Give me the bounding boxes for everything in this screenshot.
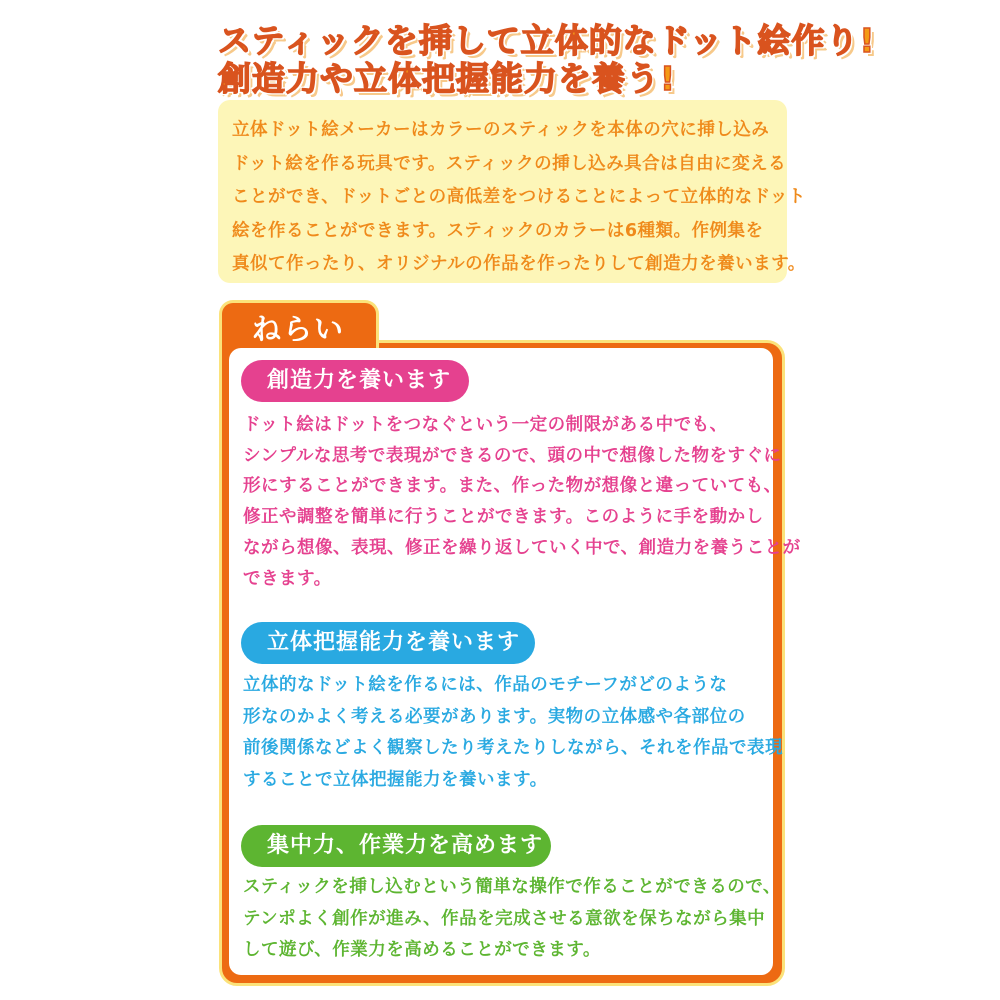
section-title-spatial: 立体把握能力を養います: [241, 622, 535, 664]
intro-text-line: ドット絵を作る玩具です。スティックの挿し込み具合は自由に変える: [232, 153, 787, 174]
intro-box: [218, 100, 806, 283]
section-text-line: シンプルな思考で表現ができるので、頭の中で想像した物をすぐに: [243, 445, 782, 466]
section-body-creativity: [243, 410, 801, 594]
intro-text-line: 真似て作ったり、オリジナルの作品を作ったりして創造力を養います。: [232, 254, 806, 274]
headline-line-1: スティックを挿して立体的なドット絵作り!: [218, 21, 876, 60]
section-text-line: 立体的なドット絵を作るには、作品のモチーフがどのような: [243, 675, 728, 695]
section-title-focus: 集中力、作業力を高めます: [241, 825, 551, 867]
headline-line-2: 創造力や立体把握能力を養う!: [218, 59, 677, 98]
section-text-line: できます。: [243, 568, 332, 589]
intro-text-line: 絵を作ることができます。スティックのカラーは6種類。作例集を: [232, 220, 764, 241]
section-text-line: 形にすることができます。また、作った物が想像と違っていても、: [243, 476, 782, 497]
aims-tab-title: ねらい: [252, 312, 346, 346]
intro-text-line: 立体ドット絵メーカーはカラーのスティックを本体の穴に挿し込み: [232, 120, 770, 140]
section-text-line: して遊び、作業力を高めることができます。: [243, 940, 601, 960]
section-text-line: スティックを挿し込むという簡単な操作で作ることができるので、: [243, 877, 781, 897]
section-text-line: 前後関係などよく観察したり考えたりしながら、それを作品で表現: [243, 738, 783, 758]
section-text-line: 形なのかよく考える必要があります。実物の立体感や各部位の: [243, 706, 746, 727]
section-body-spatial: [243, 670, 783, 796]
section-body-focus: [243, 872, 781, 967]
section-text-line: することで立体把握能力を養います。: [243, 769, 548, 790]
section-text-line: ながら想像、表現、修正を繰り返していく中で、創造力を養うことが: [243, 537, 801, 558]
section-text-line: 修正や調整を簡単に行うことができます。このように手を動かし: [243, 507, 764, 528]
section-text-line: テンポよく創作が進み、作品を完成させる意欲を保ちながら集中: [243, 908, 766, 929]
section-text-line: ドット絵はドットをつなぐという一定の制限がある中でも、: [243, 415, 728, 435]
section-title-creativity: 創造力を養います: [241, 360, 469, 402]
intro-text-line: ことができ、ドットごとの高低差をつけることによって立体的なドット: [232, 187, 806, 207]
